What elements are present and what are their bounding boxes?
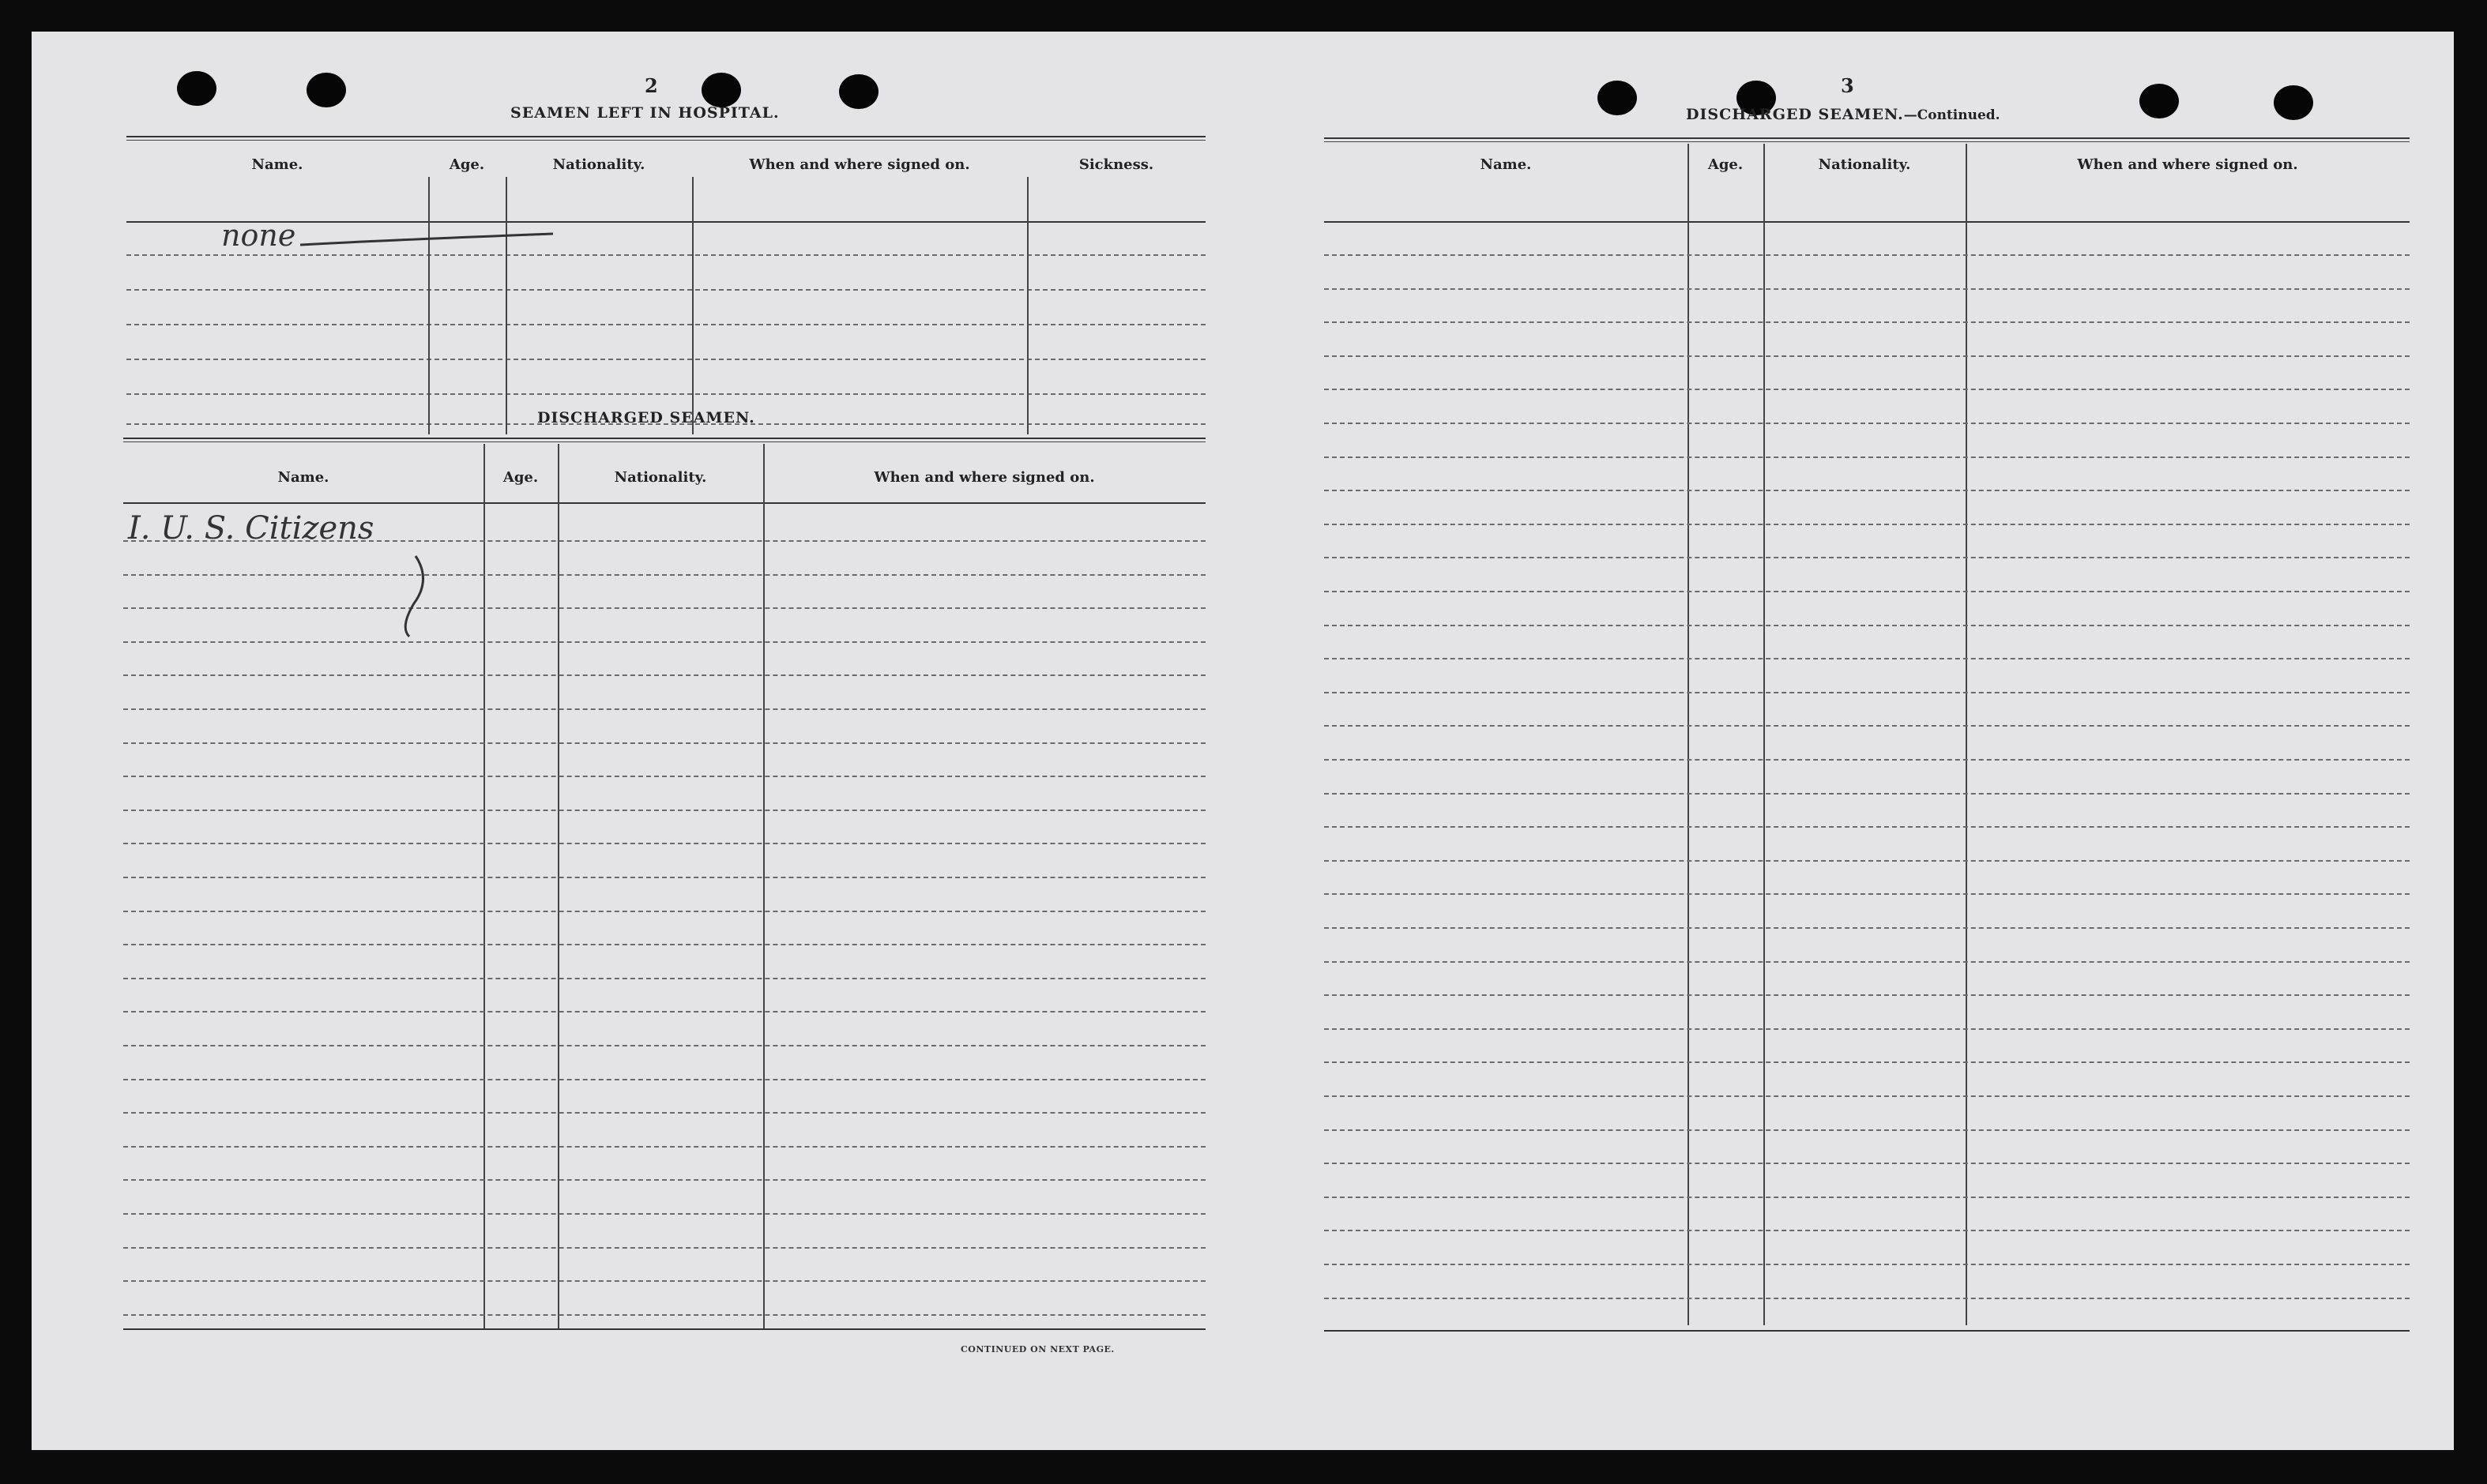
- ruled-line: [123, 1079, 1206, 1080]
- ruled-line: [1324, 1061, 2410, 1063]
- ruled-line: [123, 978, 1206, 979]
- ruled-line: [1324, 725, 2410, 727]
- ruled-line: [123, 641, 1206, 643]
- column-header-name: Name.: [251, 156, 303, 173]
- ruled-line: [1324, 355, 2410, 357]
- ruled-line: [123, 1112, 1206, 1114]
- document-sheet: [32, 32, 2454, 1450]
- punch-hole: [1597, 81, 1637, 115]
- ruled-line: [1324, 893, 2410, 895]
- ruled-line: [1324, 994, 2410, 996]
- handwritten-citizens: I. U. S. Citizens: [128, 510, 374, 547]
- handwritten-none: none: [221, 218, 296, 253]
- ruled-line: [1324, 793, 2410, 795]
- punch-hole: [307, 73, 346, 107]
- ruled-line: [1324, 759, 2410, 761]
- handwritten-stroke: [292, 223, 561, 254]
- right-table-title: [1686, 106, 2000, 123]
- discharged-continued-table: [1324, 137, 2410, 1363]
- ruled-line: [123, 574, 1206, 576]
- hospital-table-title: SEAMEN LEFT IN HOSPITAL.: [510, 104, 780, 122]
- ruled-line: [1324, 1028, 2410, 1030]
- column-header-signed-on: When and where signed on.: [2077, 156, 2298, 173]
- column-header-nationality: Nationality.: [552, 156, 645, 173]
- ruled-line: [1324, 1298, 2410, 1299]
- ruled-line: [123, 877, 1206, 878]
- ruled-line: [1324, 860, 2410, 862]
- ruled-line: [1324, 1230, 2410, 1231]
- ruled-line: [123, 607, 1206, 609]
- ruled-line: [1324, 389, 2410, 390]
- ruled-line: [1324, 456, 2410, 458]
- punch-hole: [2139, 84, 2179, 118]
- ruled-line: [1324, 1197, 2410, 1198]
- ruled-line: [1324, 490, 2410, 491]
- ruled-line: [1324, 625, 2410, 626]
- ruled-line: [123, 708, 1206, 710]
- ruled-line: [123, 674, 1206, 676]
- ruled-line: [123, 1314, 1206, 1316]
- ruled-line: [123, 1280, 1206, 1282]
- discharged-table: [123, 438, 1206, 1368]
- ruled-line: [1324, 927, 2410, 929]
- ruled-line: [1324, 288, 2410, 290]
- ruled-line: [123, 742, 1206, 744]
- ruled-line: [123, 911, 1206, 912]
- punch-hole: [702, 73, 741, 107]
- continued-footer: CONTINUED ON NEXT PAGE.: [961, 1344, 1115, 1354]
- ruled-line: [1324, 557, 2410, 558]
- ruled-line: [1324, 692, 2410, 693]
- ruled-line: [123, 1146, 1206, 1148]
- discharged-table-title: DISCHARGED SEAMEN.: [537, 409, 755, 426]
- handwritten-stroke: [384, 548, 447, 643]
- ruled-line: [123, 1045, 1206, 1046]
- punch-hole: [2274, 85, 2313, 120]
- ruled-line: [123, 810, 1206, 811]
- column-header-nationality: Nationality.: [1818, 156, 1911, 173]
- right-table-title-text: DISCHARGED SEAMEN.: [1686, 106, 1904, 123]
- ruled-line: [1324, 254, 2410, 256]
- column-header-signed-on: When and where signed on.: [874, 469, 1095, 486]
- ruled-line: [1324, 321, 2410, 323]
- ruled-line: [1324, 1163, 2410, 1164]
- ruled-line: [1324, 1264, 2410, 1265]
- punch-hole: [839, 74, 879, 109]
- ruled-line: [123, 843, 1206, 844]
- column-header-age: Age.: [449, 156, 485, 173]
- ruled-line: [123, 1011, 1206, 1013]
- ruled-line: [1324, 524, 2410, 525]
- column-header-nationality: Nationality.: [614, 469, 707, 486]
- column-header-sickness: Sickness.: [1078, 156, 1154, 173]
- ruled-line: [1324, 1129, 2410, 1131]
- column-header-age: Age.: [502, 469, 539, 486]
- left-page-number: 2: [645, 74, 658, 97]
- ruled-line: [123, 1213, 1206, 1215]
- ruled-line: [1324, 423, 2410, 424]
- ruled-line: [1324, 658, 2410, 659]
- ruled-line: [1324, 591, 2410, 592]
- column-header-name: Name.: [1480, 156, 1532, 173]
- ruled-line: [123, 944, 1206, 945]
- ruled-line: [123, 776, 1206, 777]
- right-page-number: 3: [1841, 74, 1854, 97]
- column-header-name: Name.: [277, 469, 329, 486]
- ruled-line: [1324, 826, 2410, 828]
- ruled-line: [1324, 1095, 2410, 1097]
- punch-hole: [177, 71, 216, 106]
- column-header-signed-on: When and where signed on.: [749, 156, 970, 173]
- ruled-line: [123, 1247, 1206, 1249]
- ruled-line: [1324, 961, 2410, 963]
- ruled-line: [123, 1179, 1206, 1181]
- column-header-age: Age.: [1707, 156, 1744, 173]
- hospital-table: [126, 136, 1206, 434]
- right-table-title-continued: —Continued.: [1903, 107, 2000, 123]
